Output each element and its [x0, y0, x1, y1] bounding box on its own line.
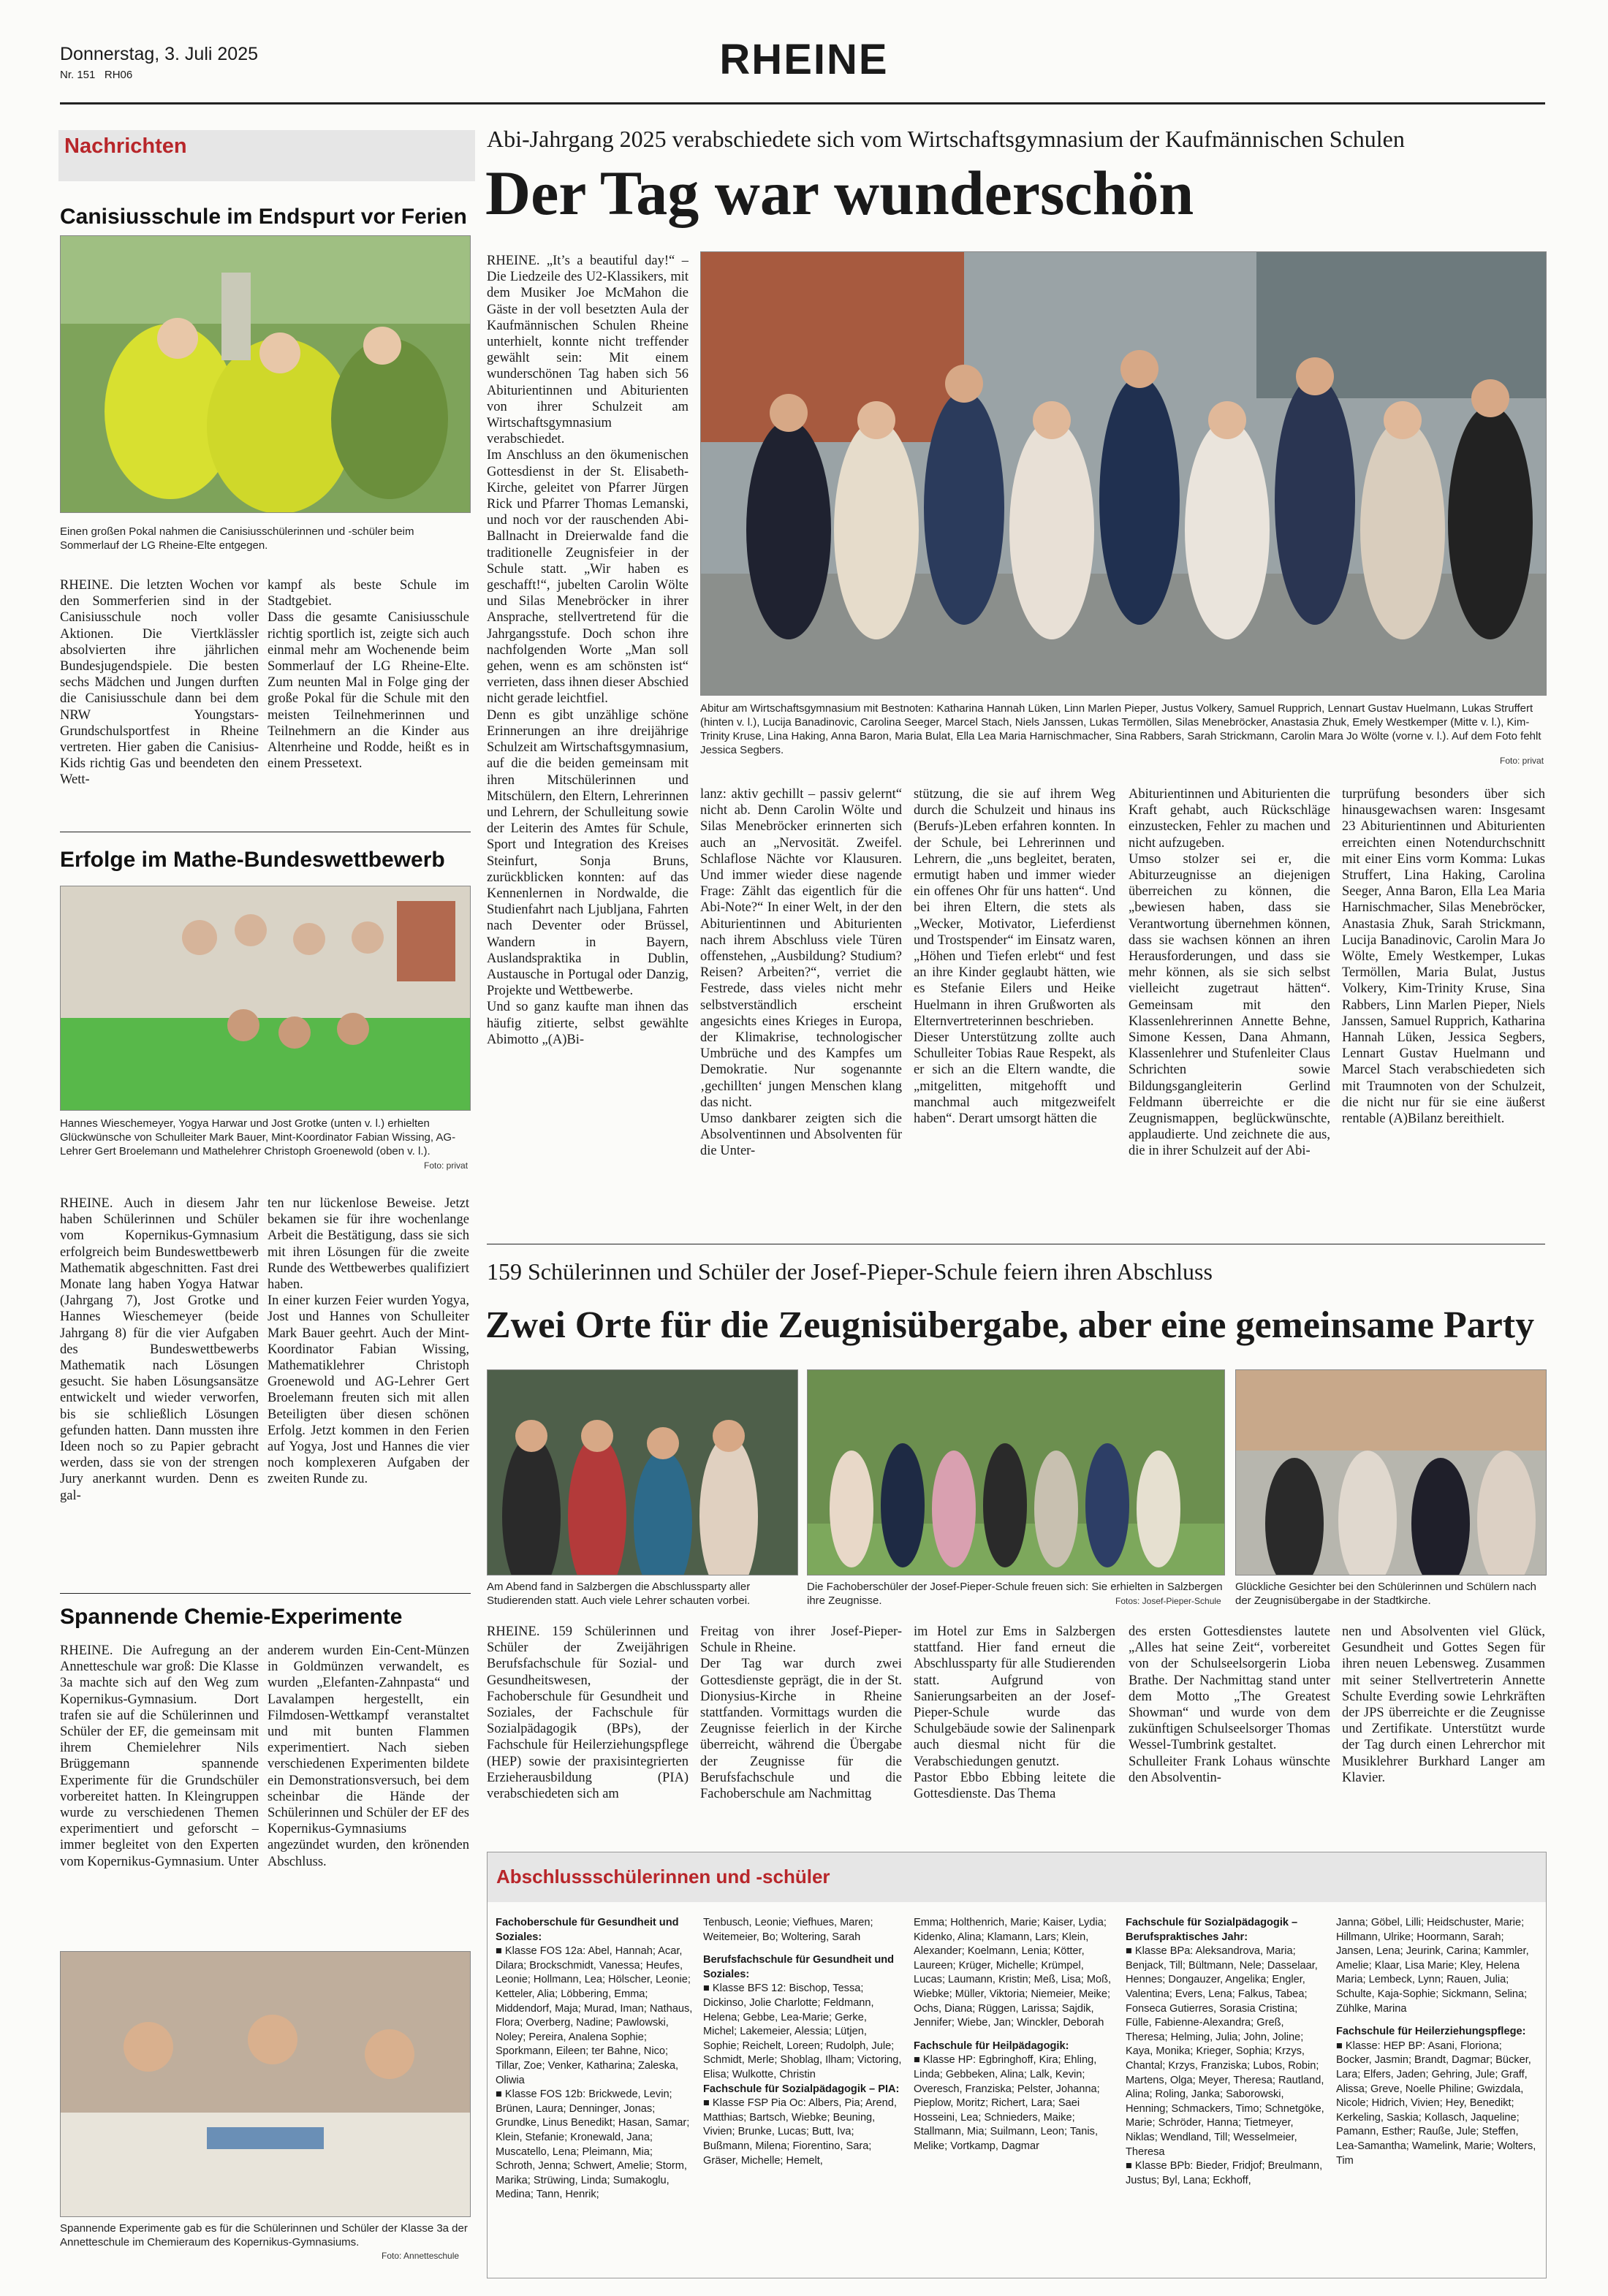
stadtkirche-photo — [1236, 1370, 1546, 1575]
article1-col3: stützung, die sie auf ihrem Weg durch die Schulzeit und hinaus ins (Berufs-)Leben erfahren konnten. In der Schule, bei Lehrerinnen und Lehrern, die „uns begleitet, beraten, ermutigt haben und immer wieder ein offenes Ohr für uns hatten“. Und bei ihren Eltern, die stets als „Wecker, Motivator, Lieferdienst und Trostspender“ im Einsatz waren, „Höhen und Tiefen erlebt“ und fest an ihre Kinder geglaubt hätten, wie es Stefanie Eilers und Heike Huelmann in ihren Grußworten als Elternvertreterinnen beschrieben. Dieser Unterstützung zollte auch Schulleiter Tobias Raue Respekt, als er sich an die Eltern wandte, die „mitgelitten, mitgehofft und manchmal auch mitgezweifelt haben“. Derart umsorgt hätten die — [914, 787, 1115, 1127]
article2-caption1: Am Abend fand in Salzbergen die Abschlussparty aller Studierenden statt. Auch viele Lehrer schauten vorbei. — [487, 1581, 751, 1607]
news3-col1: RHEINE. Die Aufregung an der Annetteschule war groß: Die Klasse 3a machte sich auf den Weg zum Kopernikus-Gymnasium. Dort trafen sie auf die Schülerinnen und Schüler der EF, die gemeinsam mit ihrem Chemielehrer Nils Brüggemann spannende Experimente für die Grundschüler vorbereitet hatten. In Kleingruppen wurde zu verschiedenen Themen experimentiert und geforscht – immer begleitet von den Experten vom Kopernikus-Gymnasium. Unter — [60, 1643, 259, 1869]
graduates-title: Abschlussschülerinnen und -schüler — [496, 1866, 830, 1888]
article1-caption: Abitur am Wirtschaftsgymnasium mit Bestnoten: Katharina Hannah Lüken, Linn Marlen Pieper, Justus Volkery, Samuel Rupprich, Lennart Gustav Huelmann, Lukas Struffert (hinten v. l.), Lucija Banadinovic, Carolina Seeger, Marcel Stach, Niels Janssen, Lukas Termöllen, Silas Menebröcker, Anastasia Zhuk, Emely Westkemper (Mitte v. l.), Kim-Trinity Kruse, Lina Haking, Anna Baron, Maria Bulat, Ella Lea Maria Harnischmacher, Sina Rabbers, Sarah Strickmann, Carolin Mara Jo Wölte (vorne v. l.). Auf dem Foto fehlt Jessica Segbers. — [700, 702, 1541, 756]
article2-col1: RHEINE. 159 Schülerinnen und Schüler der Zweijährigen Berufsfachschule für Sozial- und Gesundheitswesen, der Fachoberschule für Gesundheit und Soziales, der Fachschule für Sozialpädagogik (BPs), der Fachschule für Heilerziehungspflege (HEP) sowie der praxisintegrierten Erzieherausbildung (PIA) verabschiedeten sich am — [487, 1624, 689, 1802]
graduates-col1 — [496, 1916, 694, 2274]
article2-caption2: Die Fachoberschüler der Josef-Pieper-Schule freuen sich: Sie erhielten in Salzbergen ihre Zeugnisse. — [807, 1581, 1223, 1607]
news3-credit: Foto: Annetteschule — [382, 2251, 460, 2261]
article1-col5: turprüfung besonders über sich hinausgewachsen waren: Insgesamt 23 Abiturientinnen und Abiturienten erreichten einen Notendurchschnitt mit einer Eins vorm Komma: Lukas Struffert, Lina Haking, Carolina Seeger, Anna Baron, Ella Lea Maria Harnischmacher, Silas Menebröcker, Anastasia Zhuk, Sarah Strickmann, Lucija Banadinovic, Carolin Mara Jo Wölte, Emely Westkemper, Lukas Termöllen, Maria Bulat, Justus Volkery, Kim-Trinity Kruse, Sina Rabbers, Linn Marlen Pieper, Niels Janssen, Samuel Rupprich, Katharina Hannah Lüken, Jessica Segbers, Lennart Gustav Huelmann und Marcel Stach verabschiedeten sich mit Traumnoten von der Schulzeit, die nicht nur für sie eine äußerst rentable (A)Bilanz bereithielt. — [1342, 787, 1545, 1127]
article1-col4: Abiturientinnen und Abiturienten die Kraft gehabt, auch Rückschläge einzustecken, Fehler zu machen und nicht aufzugeben. Umso stolzer sei er, die Abiturzeugnisse an diejenigen überreichen zu können, die „bewiesen haben, dass sie Verantwortung übernehmen können, dass sie wachsen können an ihren Herausforderungen, und dass sie mehr können, als sie sich selbst vielleicht zugetraut hätten“. Gemeinsam mit den Klassenlehrerinnen Annette Behne, Simone Kessen, Dana Ahmann, Klassenlehrer und Stufenleiter Claus Schrichten sowie Bildungsgangleiterin Gerlind Feldmann überreichte er die Zeugnismappen, beglückwünschte, applaudierte. Und zeichnete die aus, die in ihrer Schulzeit auf der Abi- — [1129, 787, 1330, 1159]
graduates-col1-list: ■ Klasse FOS 12a: Abel, Hannah; Acar, Dilara; Brockschmidt, Vanessa; Heufes, Leonie; Hollmann, Lea; Hölscher, Leonie; Ketteler, Alia; Löbbering, Emma; Middendorf, Maja; Murad, Iman; Nathaus, Flora; Overberg, Nadine; Pawlowski, Noley; Pereira, Analena Sophie; Sporkmann, Eileen; ter Bahne, Nico; Tillar, Zoe; Venker, Katharina; Zaleska, Oliwia ■ Klasse FOS 12b: Brickwede, Levin; Brünen, Laura; Denninger, Jonas; Grundke, Linus Benedikt; Hasan, Samar; Klein, Stefanie; Kronewald, Jana; Muscatello, Lena; Pleimann, Mia; Schroth, Jenna; Schwert, Amelie; Storm, Marika; Strüwing, Linda; Sumakoglu, Medina; Tann, Henrik; — [496, 1945, 693, 2201]
math-award-photo — [61, 886, 470, 1110]
news1-col1: RHEINE. Die letzten Wochen vor den Sommerferien sind in der Canisiusschule noch voller Aktionen. Die Viertklässler absolvierten ihre jährlichen Bundesjugendspiele. Die besten sechs Mädchen und Jungen durften die Canisiusschule dann bei dem NRW Youngstars-Grundschulsportfest in Rheine vertreten. Hier gaben die Canisius-Kids richtig Gas und beendeten den Wett- — [60, 578, 259, 788]
graduates-col3-heading: Fachschule für Heilpädagogik: — [914, 2040, 1069, 2052]
graduates-col2-intro: Tenbusch, Leonie; Viefhues, Maren; Weitemeier, Bo; Woltering, Sarah — [703, 1917, 873, 1943]
article2-col5: nen und Absolventen viel Glück, Gesundheit und Gottes Segen für ihren neuen Lebensweg. Zusammen mit seiner Stellvertreterin Annette Schulte Everding sowie Lehrkräften der JPS überreichte er die Zeugnisse und Zertifikate. Unterstützt wurde der Tag durch einen Lehrerchor mit Musiklehrer Burkhard Langer am Klavier. — [1342, 1624, 1545, 1785]
graduates-col2-list1: ■ Klasse BFS 12: Bischop, Tessa; Dickinso, Jolie Charlotte; Feldmann, Helena; Gebbe, Lea-Marie; Gerke, Michel; Lakemeier, Alessia; Lütjen, Sophie; Reichelt, Loreen; Rudolph, Jule; Schmidt, Merle; Shoblag, Ilham; Victoring, Elisa; Wulkotte, Christin — [703, 1983, 902, 2080]
graduates-col3 — [914, 1916, 1112, 2274]
news2-col2: ten nur lückenlose Beweise. Jetzt bekamen sie für ihre wochenlange Arbeit die Bestätigung, dass sie sich mit ihren Lösungen für die zweite Runde des Wettbewerbes qualifiziert haben. In einer kurzen Feier wurden Yogya, Jost und Hannes von Schulleiter Mark Bauer geehrt. Auch der Mint-Koordinator Fabian Wissing, Mathematiklehrer Christoph Groenewold und AG-Lehrer Gert Broelemann freuten sich mit allen Beteiligten über diesen schönen Erfolg. Jetzt kommen in den Ferien auf Yogya, Jost und Hannes die vier noch komplexeren Aufgaben der zweiten Runde zu. — [268, 1196, 469, 1487]
section-title: RHEINE — [719, 36, 889, 83]
news2-title: Erfolge im Mathe-Bundeswettbewerb — [60, 848, 445, 872]
news1-photo — [60, 235, 471, 513]
article2-headline: Zwei Orte für die Zeugnisübergabe, aber eine gemeinsame Party — [485, 1304, 1535, 1346]
news1-caption: Einen großen Pokal nahmen die Canisiusschülerinnen und -schüler beim Sommerlauf der LG Rheine-Elte entgegen. — [60, 525, 414, 552]
graduates-col5-list: ■ Klasse: HEP BP: Asani, Floriona; Bocker, Jasmin; Brandt, Dagmar; Bücker, Lara; Elfers, Jaden; Gehring, Jule; Graff, Alissa; Greve, Noelle Philine; Gwizdala, Nicole; Hidrich, Vivien; Hey, Benedikt; Kerkeling, Saskia; Kollasch, Jaqueline; Pamann, Esther; Rauße, Jule; Steffen, Lea-Samantha; Wamelink, Marie; Wolters, Tim — [1336, 2040, 1536, 2167]
graduates-col2 — [703, 1916, 902, 2274]
party-photo — [488, 1370, 797, 1575]
fachoberschule-photo — [808, 1370, 1224, 1575]
graduates-col4 — [1126, 1916, 1324, 2274]
article2-credit2: Fotos: Josef-Pieper-Schule — [1115, 1596, 1221, 1606]
chemistry-lab-photo — [61, 1952, 470, 2216]
header-date: Donnerstag, 3. Juli 2025 — [60, 44, 259, 64]
graduates-col5 — [1336, 1916, 1538, 2274]
article2-photo2 — [807, 1369, 1225, 1575]
news2-caption: Hannes Wieschemeyer, Yogya Harwar und Jost Grotke (unten v. l.) erhielten Glückwünsche von Schulleiter Mark Bauer, Mint-Koordinator Fabian Wissing, AG-Lehrer Gert Broelemann und Mathelehrer Christoph Groenewold (oben v. l.). — [60, 1117, 456, 1157]
article1-photo — [700, 251, 1547, 696]
graduates-col4-list: ■ Klasse BPa: Aleksandrova, Maria; Benjack, Till; Bültmann, Nele; Dasselaar, Hennes; Dongauzer, Angelika; Engler, Valentina; Evers, Lena; Falkus, Tabea; Fonseca Gutierres, Sorasia Cristina; Fülle, Fabienne-Alexandra; Greß, Theresa; Helming, Julia; John, Joline; Kaya, Monika; Krieger, Sophia; Krzys, Chantal; Krzys, Franziska; Lubos, Robin; Martens, Olga; Meyer, Theresa; Rautland, Alina; Roling, Janka; Saborowski, Henning; Schmackers, Timo; Schnetgöke, Marie; Schröder, Hanna; Tietmeyer, Niklas; Wendland, Till; Wesselmeier, Theresa ■ Klasse BPb: Bieder, Fridjof; Breulmann, Justus; Byl, Lana; Eckhoff, — [1126, 1945, 1324, 2186]
article2-col2: Freitag von ihrer Josef-Pieper-Schule in Rheine. Der Tag war durch zwei Gottesdienste geprägt, die in der St. Dionysius-Kirche in Rheine stattfanden. Vormittags wurden die Zeugnisse feierlich in der Kirche überreicht, während die Übergabe der Zeugnisse für die Berufsfachschule und die Fachoberschule am Nachmittag — [700, 1624, 902, 1802]
header-rule — [60, 102, 1545, 104]
graduates-col1-heading: Fachoberschule für Gesundheit und Soziales: — [496, 1917, 679, 1943]
news1-title: Canisiusschule im Endspurt vor Ferien — [60, 205, 467, 229]
graduates-col2-heading2: Fachschule für Sozialpädagogik – PIA: — [703, 2083, 900, 2095]
news2-photo — [60, 886, 471, 1111]
article1-col2: lanz: aktiv gechillt – passiv gelernt“ nicht ab. Denn Carolin Wölte und Silas Menebröcker erinnerten sich auch an „Nervosität. Zweifel. Schlaflose Nächte vor Klausuren. Und immer wieder diese nagende Frage: Zählt das eigentlich für die Abi-Note?“ In einer Welt, in der den Abiturientinnen und Abiturienten nach ihrem Abschluss viele Türen offenstehen, „Ausbildung? Studium? Reisen? Arbeiten?“, verriet die Festrede, dass vieles nicht mehr selbstverständlich erscheint angesichts eines Krieges in Europa, der Klimakrise, technologischer Umbrüche und des Kampfes um Demokratie. Nur sogenannte ‚gechillten‘ jungen Menschen klang das nicht. Umso dankbarer zeigten sich die Absolventinnen und Absolventen für die Unter- — [700, 787, 902, 1159]
header-issue: Nr. 151 RH06 — [60, 69, 133, 81]
news3-title: Spannende Chemie-Experimente — [60, 1605, 403, 1629]
graduates-col2-list2: ■ Klasse FSP Pia Oc: Albers, Pia; Arend, Matthias; Bartsch, Wiebke; Beuning, Vivien; Brunke, Lucas; Butt, Iva; Bußmann, Milena; Fiorentino, Sara; Gräser, Michelle; Hemelt, — [703, 2097, 897, 2167]
article1-credit: Foto: privat — [1500, 756, 1544, 766]
news2-credit: Foto: privat — [424, 1160, 469, 1171]
news3-photo — [60, 1951, 471, 2217]
article2-col4: des ersten Gottesdienstes lautete „Alles hat seine Zeit“, vorbereitet von der Schulseelsorgerin Lioba Brathe. Der Nachmittag stand unter dem Motto „The Greatest Showman“ und wurde von dem zukünftigen Schulseelsorger Thomas Wessel-Tumbrink gestaltet. Schulleiter Frank Lohaus wünschte den Absolventin- — [1129, 1624, 1330, 1785]
news1-col2: kampf als beste Schule im Stadtgebiet. Dass die gesamte Canisiusschule richtig sportlich ist, zeigte sich auch einmal mehr am Wochenende beim Sommerlauf der LG Rheine-Elte. Zum neunten Mal in Folge ging der große Pokal für die Schule mit den meisten Teilnehmerinnen und Teilnehmern an die Kinder aus Altenrheine und Rodde, heißt es in einem Pressetext. — [268, 578, 469, 772]
article1-kicker: Abi-Jahrgang 2025 verabschiedete sich vom Wirtschaftsgymnasium der Kaufmännischen Schulen — [487, 126, 1405, 152]
article2-caption3: Glückliche Gesichter bei den Schülerinnen und Schülern nach der Zeugnisübergabe in der Stadtkirche. — [1235, 1581, 1536, 1607]
graduates-col3-list: ■ Klasse HP: Egbringhoff, Kira; Ehling, Linda; Gebbeken, Alina; Lalk, Kevin; Overesch, Franziska; Pelster, Johanna; Pieplow, Moritz; Richert, Lara; Saei Hosseini, Lea; Schnieders, Maike; Stallmann, Mia; Suilmann, Leon; Tanis, Melike; Vortkamp, Dagmar — [914, 2054, 1100, 2152]
abitur-group-photo — [701, 252, 1546, 695]
canisius-trophy-photo — [61, 236, 470, 512]
graduates-col4-heading: Fachschule für Sozialpädagogik – Berufspraktisches Jahr: — [1126, 1917, 1298, 1943]
graduates-header — [488, 1852, 1546, 1902]
news3-caption: Spannende Experimente gab es für die Schülerinnen und Schüler der Klasse 3a der Annetteschule im Chemieraum des Kopernikus-Gymnasiums. — [60, 2222, 468, 2249]
news2-col1: RHEINE. Auch in diesem Jahr haben Schülerinnen und Schüler vom Kopernikus-Gymnasium erfolgreich beim Bundeswettbewerb Mathematik abgeschnitten. Fast drei Monate lang haben Yogya Hatwar (Jahrgang 7), Jost Grotke und Hannes Wieschemeyer (beide Jahrgang 8) für die vier Aufgaben des Bundeswettbewerbs Mathematik nach Lösungen gesucht. Sie haben Lösungsansätze entwickelt und wieder verworfen, bis sie schließlich Lösungen gefunden hatten. Dann mussten ihre Ideen noch so zu Papier gebracht werden, dass sie von der strengen Jury anerkannt wurden. Denn es gal- — [60, 1196, 259, 1503]
article2-photo3 — [1235, 1369, 1547, 1575]
graduates-col5-intro: Janna; Göbel, Lilli; Heidschuster, Marie; Hillmann, Ulrike; Hoormann, Sarah; Jansen, Lena; Jeurink, Carina; Kammler, Amelie; Klaar, Lisa Marie; Kley, Helena Maria; Lembeck, Lynn; Rauen, Julia; Schulte, Kaja-Sophie; Sickmann, Selina; Zühlke, Marina — [1336, 1917, 1529, 2015]
graduates-col3-intro: Emma; Holthenrich, Marie; Kaiser, Lydia; Kidenko, Alina; Klamann, Lars; Klein, Alexander; Koelmann, Lenia; Kötter, Laureen; Krüger, Michelle; Krümpel, Lucas; Laumann, Kristin; Meß, Lisa; Moß, Wiebke; Müller, Viktoria; Niemeier, Meike; Ochs, Diana; Rüggen, Larissa; Sajdik, Jennifer; Wiebe, Jan; Winckler, Deborah — [914, 1917, 1112, 2029]
graduates-col2-heading1: Berufsfachschule für Gesundheit und Soziales: — [703, 1954, 895, 1980]
article1-headline: Der Tag war wunderschön — [485, 158, 1194, 228]
article2-kicker: 159 Schülerinnen und Schüler der Josef-Pieper-Schule feiern ihren Abschluss — [487, 1258, 1213, 1285]
article1-intro: RHEINE. „It’s a beautiful day!“ – Die Liedzeile des U2-Klassikers, mit dem Musiker Joe McMahon die Gäste in der voll besetzten Aula der Kaufmännischen Schulen Rheine unterhielt, konnte nicht treffender gewählt sein: Mit einem wunderschönen Tag haben sich 56 Abiturientinnen und Abiturienten von ihrer Schulzeit am Wirtschaftsgymnasium verabschiedet. Im Anschluss an den ökumenischen Gottesdienst in der St. Elisabeth-Kirche, geleitet von Pfarrer Jürgen Rick und Pfarrer Thomas Lemanski, und noch vor der rauschenden Abi-Ballnacht in Dreierwalde fand die traditionelle Zeugnisfeier in der Schule statt. „Wir haben es geschafft!“, jubelten Carolin Wölte und Silas Menebröcker in ihrer Ansprache, stellvertretend für die Jahrgangsstufe. Doch schon ihre nachfolgenden Worte „Man soll gehen, wenn es am schönsten ist“ verrieten, dass ihnen dieser Abschied nicht gerade leichtfiel. Denn es gibt unzählige schöne Erinnerungen an ihre dreijährige Schulzeit am Wirtschaftsgymnasium, auf die die beiden gemeinsam mit ihren Mitschülerinnen und Mitschülern, den Eltern, Lehrerinnen und Lehrern, der Schulleitung sowie der Leiterin des Amtes für Schule, Sport und Integration des Kreises Steinfurt, Sonja Bruns, zurückblicken konnten: auf das Kennenlernen in Nordwalde, die Studienfahrt nach Ljubljana, Fahrten nach Deventer oder Brüssel, Wandern in Bayern, Auslandspraktika in Dublin, Austausche in Portugal oder Danzig, Projekte und Wettbewerbe. Und so ganz kaufte man ihnen das häufig zitierte, selbst gewählte Abimotto „(A)Bi- — [487, 254, 689, 1047]
news3-col2: anderem wurden Ein-Cent-Münzen in Goldmünzen verwandelt, es wurden „Elefanten-Zahnpasta“ und Lavalampen hergestellt, ein Filmdosen-Wettkampf veranstaltet und mit bunten Flammen experimentiert. Nach sieben verschiedenen Experimenten bildete ein Demonstrationsversuch, bei dem scheinbar die Hände der Schülerinnen und Schüler der EF des Kopernikus-Gymnasiums angezündet wurden, den krönenden Abschluss. — [268, 1643, 469, 1869]
news-label-box — [58, 130, 475, 181]
news-label: Nachrichten — [64, 134, 187, 158]
article2-photo1 — [487, 1369, 798, 1575]
graduates-col5-heading: Fachschule für Heilerziehungspflege: — [1336, 2026, 1526, 2038]
article2-col3: im Hotel zur Ems in Salzbergen stattfand. Hier fand erneut die Abschlussparty für alle Studierenden statt. Aufgrund von Sanierungsarbeiten an der Josef-Pieper-Schule wurde das Schulgebäude sowie der Salinenpark auch diesmal nicht für die Verabschiedungen genutzt. Pastor Ebbo Ebbing leitete die Gottesdienste. Das Thema — [914, 1624, 1115, 1802]
news2-rule — [60, 1593, 471, 1594]
